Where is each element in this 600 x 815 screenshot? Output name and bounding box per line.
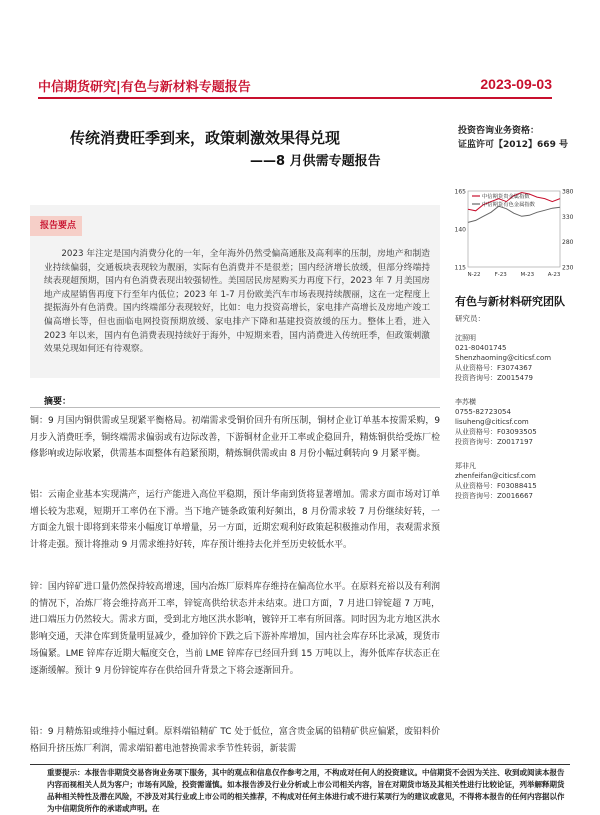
summary-label: 报告要点 (40, 221, 77, 231)
analyst-phone: 0755-82723054 (455, 408, 511, 416)
analyst-cert-1: 从业资格号：F3074367 (455, 364, 533, 372)
abstract-rule (30, 407, 440, 408)
paragraph-copper: 铜：9 月国内铜供需或呈现紧平衡格局。初端需求受铜价回升有所压制，铜材企业订单基本按需采购，9 月步入消费旺季，铜终端需求偏弱或有边际改善，下游铜材企业开工率或企稳回升，精炼铜供给受炼厂检修影响或边际收紧，供需基本面整体有趋紧预期，精炼铜供需或由 8 月份小幅过剩转向 9 月紧平衡。 (30, 416, 440, 460)
analyst-phone: 021-80401745 (455, 344, 507, 352)
analyst-card (455, 461, 537, 501)
analyst-cert-1: 从业资格号：F03093505 (455, 428, 537, 436)
paragraph-aluminum: 铝：云南企业基本实现满产，运行产能进入高位平稳期，预计华南到货将显著增加。需求方面市场对订单增长较为悲观，短期开工率仍在下滑。当下地产链条政策利好频出，8 月份需求较 7 月份继续好转，一方面金九银十即将到来带来小幅度订单增量，另一方面，近期宏观利好政策起积极推动作用，表观需求预计将走强。预计将推动 9 月需求维持好转，库存预计维持去化并至历史较低水平。 (30, 490, 440, 551)
page-title: 传统消费旺季到来，政策刺激效果得兑现 (70, 129, 341, 147)
chart-y-left-tick: 140 (454, 226, 466, 234)
chart-y-left-tick: 115 (454, 264, 466, 272)
analyst-card (455, 397, 537, 447)
analyst-cert-2: 投资咨询号：Z0017197 (455, 438, 533, 446)
chart-y-right-tick: 380 (562, 188, 574, 196)
team-subtitle: 研究员： (455, 314, 485, 323)
report-brand: 中信期货研究|有色与新材料专题报告 (38, 80, 251, 95)
chart-x-tick: A-23 (547, 272, 561, 278)
index-chart (452, 185, 578, 281)
chart-series-line (468, 206, 560, 222)
header-rule (38, 97, 552, 99)
chart-legend-label: 中信期货有色金属指数 (482, 202, 535, 208)
summary-text: 2023 年注定是国内消费分化的一年，全年海外仍然受偏高通胀及高利率的压制，房地产和制造业持续偏弱，交通板块表现较为靓丽，实际有色消费并不是很差；国内经济增长放缓，但部分终端持续表现超预期，国内有色消费表现出较强韧性。美国居民房屋购买力再度下行，2023 年 7 月美国房地产成屋销售再度下行至年内低位；2023 年 1-7 月份欧美汽车市场表现持续靓丽，这在一定程度上提振海外有色消费。国内终端部分表现较好，比如：电力投资高增长，家电排产高增长及房地产竣工偏高增长等，但也面临电网投资预期放缓、家电排产下降和基建投资放缓的压力。整体上看，进入 2023 年以来，国内有色消费表现持续好于海外，中短期来看，国内消费进入传统旺季，但政策刺激效果兑现如何还有待观察。 (44, 249, 430, 355)
analyst-card (455, 333, 551, 383)
analyst-name: 李苏横 (455, 398, 476, 406)
page-subtitle: ——8 月供需专题报告 (250, 154, 381, 169)
report-date: 2023-09-03 (480, 76, 552, 92)
license-line-2: 证监许可【2012】669 号 (458, 140, 568, 150)
analyst-email[interactable]: lisuheng@citicsf.com (455, 418, 529, 426)
team-title: 有色与新材料研究团队 (455, 295, 565, 308)
chart-y-right-tick: 280 (562, 239, 574, 247)
summary-tab (30, 216, 82, 236)
analyst-name: 沈照明 (455, 334, 476, 342)
paragraph-zinc: 锌：国内锌矿进口量仍然保持较高增速，国内冶炼厂原料库存维持在偏高位水平。在原料充裕以及有利润的情况下，冶炼厂将会维持高开工率，锌锭高供给状态并未结束。进口方面，7 月进口锌锭超 7 万吨，进口端压力仍然较大。需求方面，受到北方地区洪水影响，镀锌开工率有所回落。同时因为北方地区洪水影响交通，天津仓库到货量明显减少，叠加锌价下跌之后下游补库增加，国内社会库存环比录减，现货市场偏紧。LME 锌库存近期大幅度交仓，当前 LME 锌库存已经回升到 15 万吨以上，海外低库存状态正在逐渐缓解。预计 9 月份锌锭库存在供给回升背景之下将会逐渐回升。 (30, 582, 440, 676)
abstract-label: 摘要： (44, 397, 72, 407)
analyst-email[interactable]: zhenfeifan@citicsf.com (455, 472, 536, 480)
analyst-name: 郑非凡 (455, 462, 476, 470)
license-line-1: 投资咨询业务资格： (458, 126, 540, 136)
analyst-cert-2: 投资咨询号：Z0015479 (455, 374, 533, 382)
chart-y-left-tick: 165 (454, 188, 466, 196)
footer-rule (30, 764, 570, 765)
disclaimer: 重要提示：本报告非期货交易咨询业务项下服务，其中的观点和信息仅作参考之用，不构成对任何人的投资建议。中信期货不会因为关注、收到或阅读本报告内容而视相关人员为客户；市场有风险，投资需谨慎。如本报告涉及行业分析或上市公司相关内容，旨在对期货市场及其相关性进行比较论证，列举解释期货品种相关特性及潜在风险，不涉及对其行业或上市公司的相关推荐，不构成对任何主体进行或不进行某项行为的建议或意见，不得将本报告的任何内容据以作为中信期货所作的承诺或声明。在 (47, 768, 565, 813)
analyst-cert-1: 从业资格号：F03088415 (455, 482, 537, 490)
chart-x-tick: N-22 (467, 272, 481, 278)
analyst-cert-2: 投资咨询号：Z0016667 (455, 492, 533, 500)
chart-y-right-tick: 230 (562, 264, 574, 272)
chart-x-tick: F-23 (494, 272, 507, 278)
chart-x-tick: M-23 (520, 272, 535, 278)
license-info (458, 124, 568, 152)
chart-y-right-tick: 330 (562, 213, 574, 221)
chart-legend-label: 中信期货贵金属指数 (482, 194, 530, 200)
analyst-email[interactable]: Shenzhaoming@citicsf.com (455, 354, 552, 362)
paragraph-lead: 铅：9 月精炼铅或维持小幅过剩。原料端铅精矿 TC 处于低位，富含贵金属的铅精矿供应偏紧，废铅料价格回升挤压炼厂利润，需求端铅蓄电池替换需求季节性转弱，新装需 (30, 727, 440, 754)
